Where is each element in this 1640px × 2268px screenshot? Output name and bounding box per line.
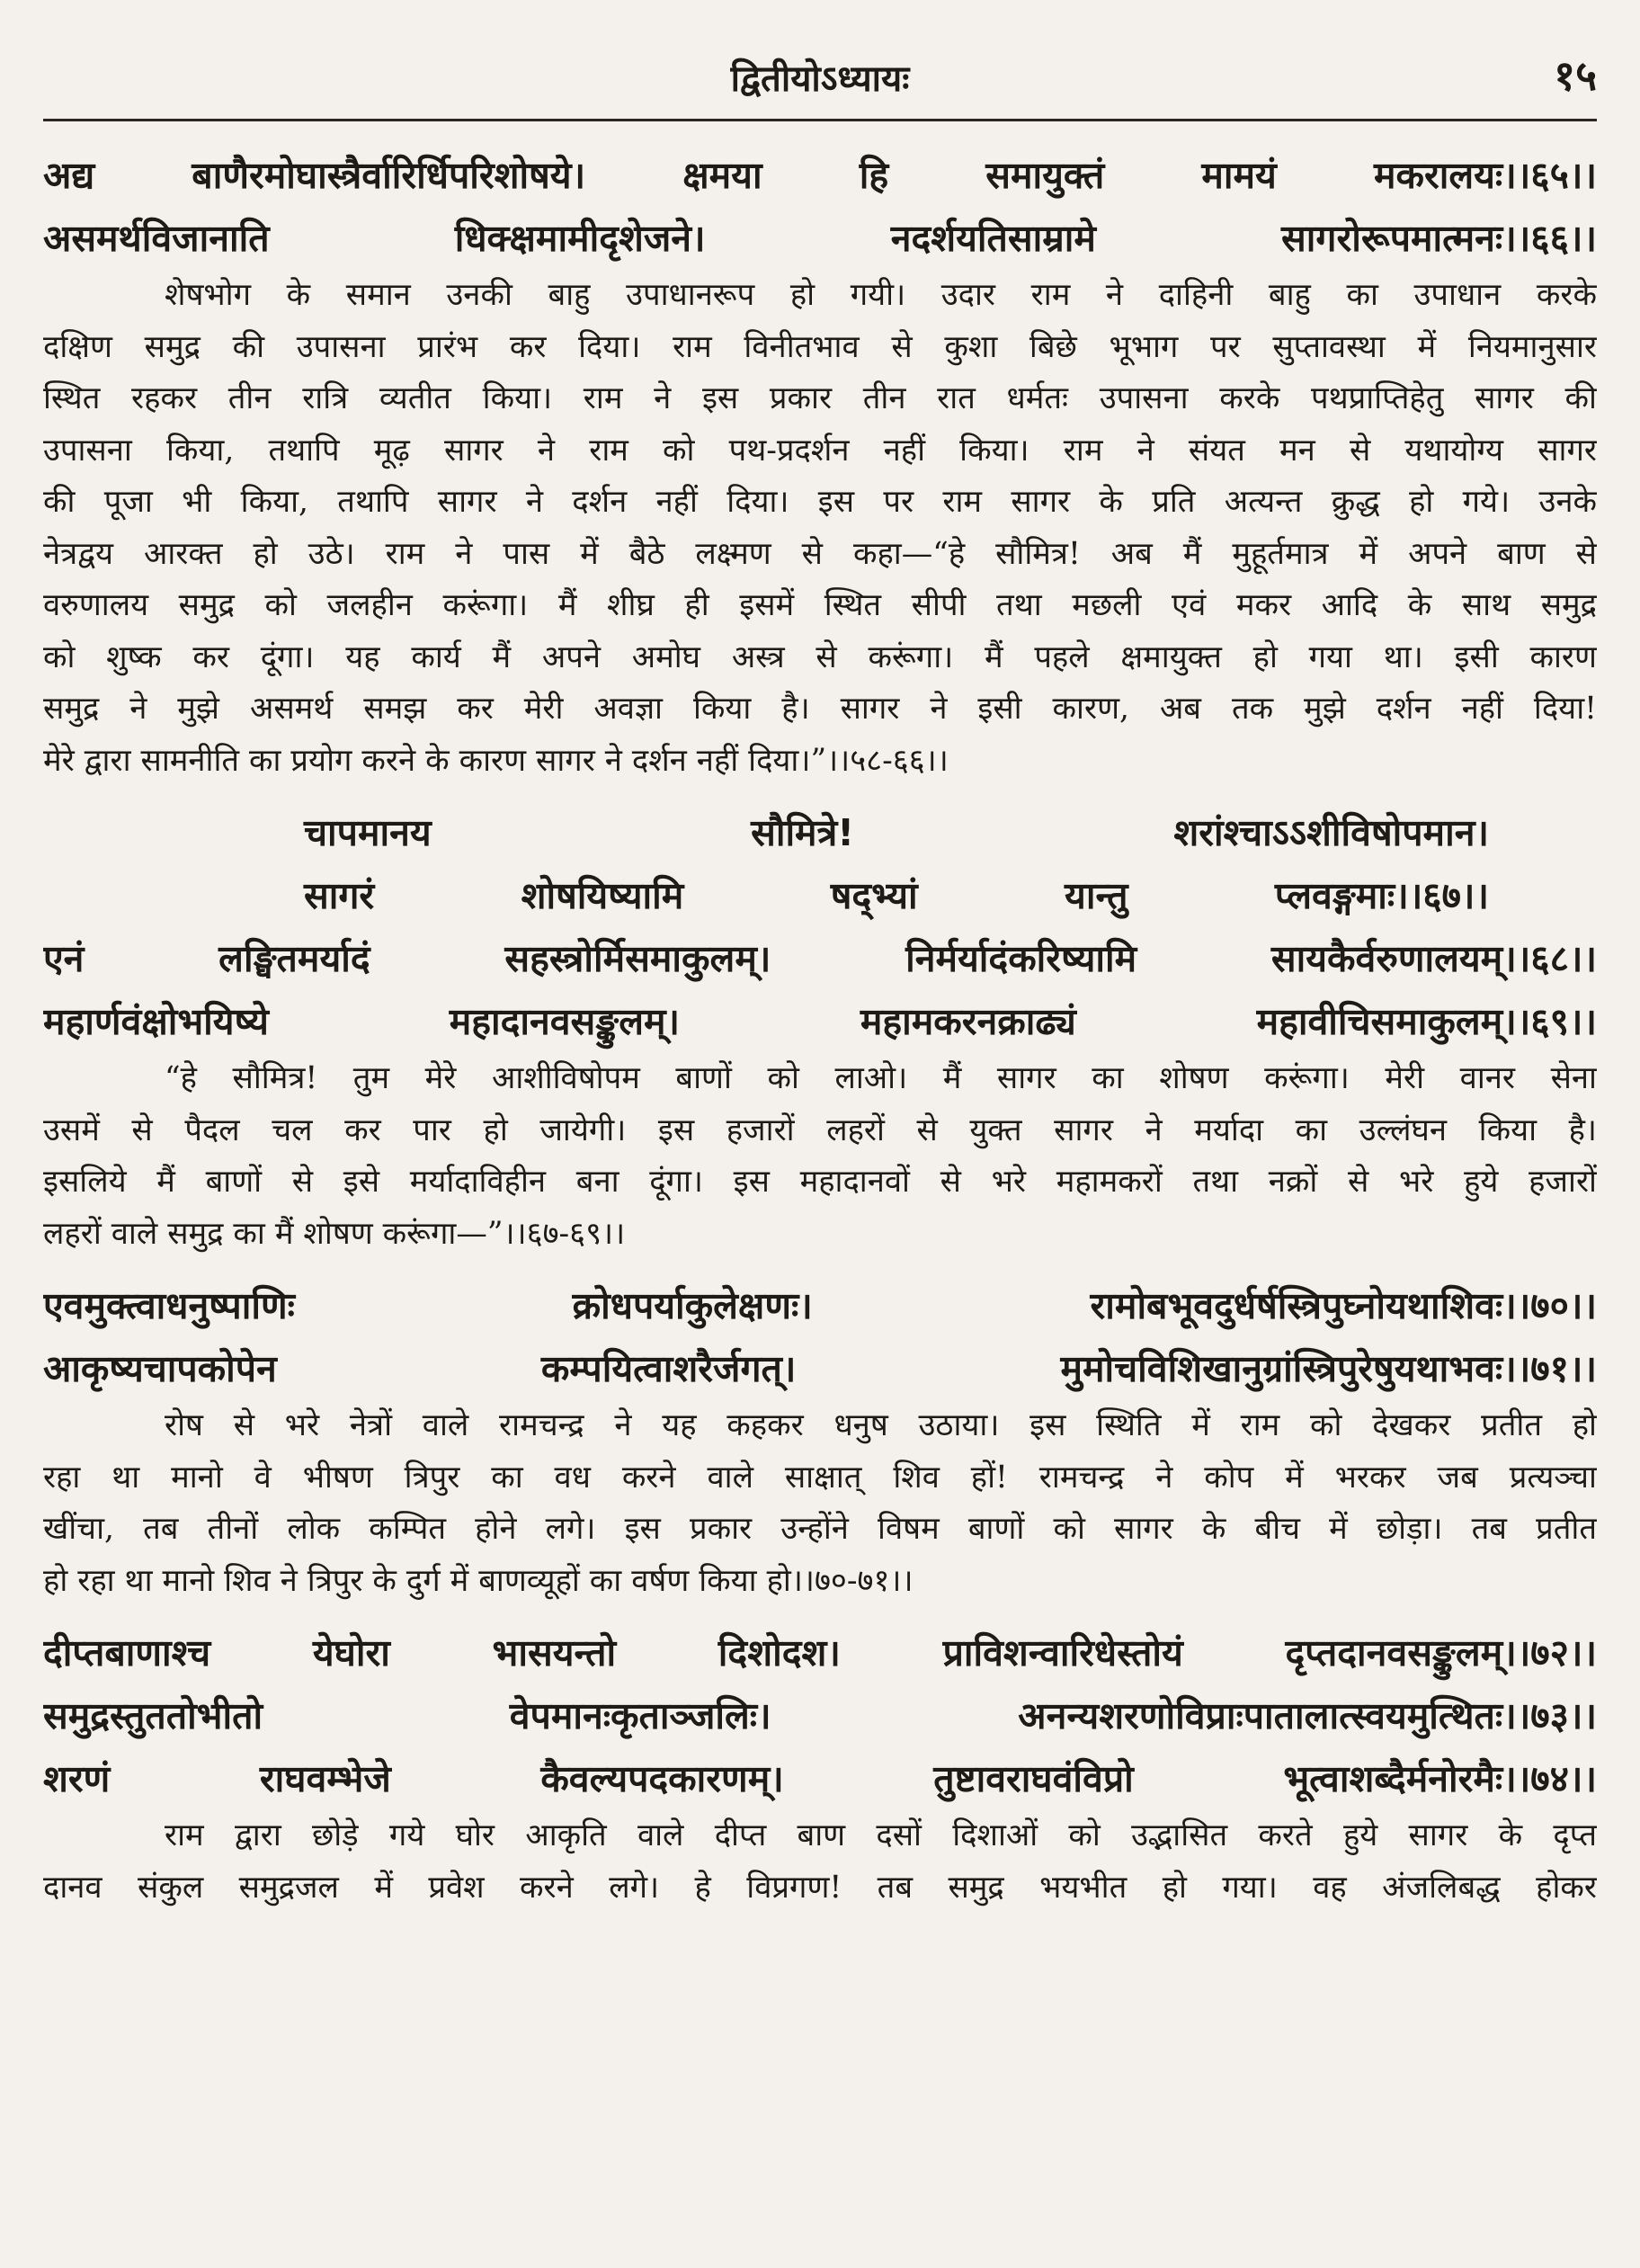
page-number: १५ bbox=[1554, 51, 1597, 100]
text-line: खींचा, तब तीनों लोक कम्पित होने लगे। इस प्रकार उन्होंने विषम बाणों को सागर के बीच में छोड़ा। तब प्रतीत bbox=[43, 1511, 1597, 1547]
text-line: उपासना किया, तथापि मूढ़ सागर ने राम को पथ-प्रदर्शन नहीं किया। राम ने संयत मन से यथायोग्य सागर bbox=[43, 432, 1597, 469]
text-line: नेत्रद्वय आरक्त हो उठे। राम ने पास में बैठे लक्ष्मण से कहा—“हे सौमित्र! अब मैं मुहूर्तमात्र में अपने बाण से bbox=[43, 535, 1597, 572]
commentary-67-69 bbox=[43, 1053, 1597, 1260]
text-line: इसलिये मैं बाणों से इसे मर्यादाविहीन बना दूंगा। इस महादानवों से भरे महामकरों तथा नक्रों से भरे हुये हजारों bbox=[43, 1164, 1597, 1200]
text-line: वरुणालय समुद्र को जलहीन करूंगा। मैं शीघ्र ही इसमें स्थित सीपी तथा मछली एवं मकर आदि के साथ समुद्र bbox=[43, 587, 1597, 623]
commentary-70-71 bbox=[43, 1400, 1597, 1607]
text-line: की पूजा भी किया, तथापि सागर ने दर्शन नहीं दिया। इस पर राम सागर के प्रति अत्यन्त क्रुद्ध हो गये। उनके bbox=[43, 484, 1597, 520]
text-line: “हे सौमित्र! तुम मेरे आशीविषोपम बाणों को लाओ। मैं सागर का शोषण करूंगा। मेरी वानर सेना bbox=[165, 1060, 1597, 1096]
text-line: लहरों वाले समुद्र का मैं शोषण करूंगा—”।।६७-६९।। bbox=[43, 1215, 626, 1252]
text-line: को शुष्क कर दूंगा। यह कार्य मैं अपने अमोघ अस्त्र से करूंगा। मैं पहले क्षमायुक्त हो गया था। इसी कारण bbox=[43, 638, 1597, 675]
verse-65: अद्य बाणैरमोघास्त्रैर्वारिर्धिपरिशोषये। क्षमया हि समायुक्तं मामयं मकरालयः।।६५।। bbox=[43, 154, 1597, 197]
verse-70: एवमुक्त्वाधनुष्पाणिः क्रोधपर्याकुलेक्षणः। रामोबभूवदुर्धर्षस्त्रिपुघ्नोयथाशिवः।।७०।। bbox=[43, 1284, 1597, 1327]
verse-69: महार्णवंक्षोभयिष्ये महादानवसङ्कुलम्। महामकरनक्राढ्यं महावीचिसमाकुलम्।।६९।। bbox=[43, 1000, 1597, 1043]
commentary-72-74 bbox=[43, 1810, 1597, 1914]
text-line: रहा था मानो वे भीषण त्रिपुर का वध करने वाले साक्षात् शिव हों! रामचन्द्र ने कोप में भरकर जब प्रत्यञ्चा bbox=[43, 1459, 1597, 1496]
verse-71: आकृष्यचापकोपेन कम्पयित्वाशरैर्जगत्। मुमोचविशिखानुग्रांस्त्रिपुरेषुयथाभवः।।७१।। bbox=[43, 1347, 1597, 1390]
verse-66: असमर्थविजानाति धिक्क्षमामीदृशेजने। नदर्शयतिसाम्रामे सागरोरूपमात्मनः।।६६।। bbox=[43, 217, 1597, 260]
text-line: रोष से भरे नेत्रों वाले रामचन्द्र ने यह कहकर धनुष उठाया। इस स्थिति में राम को देखकर प्रतीत हो bbox=[165, 1407, 1597, 1443]
text-line: दक्षिण समुद्र की उपासना प्रारंभ कर दिया। राम विनीतभाव से कुशा बिछे भूभाग पर सुप्तावस्था में नियमानुसार bbox=[43, 328, 1597, 365]
verse-72: दीप्तबाणाश्च येघोरा भासयन्तो दिशोदश। प्राविशन्वारिधेस्तोयं दृप्तदानवसङ्कुलम्।।७२।। bbox=[43, 1631, 1597, 1674]
text-line: दानव संकुल समुद्रजल में प्रवेश करने लगे। हे विप्रगण! तब समुद्र भयभीत हो गया। वह अंजलिबद्ध होकर bbox=[43, 1869, 1597, 1906]
text-line: शेषभोग के समान उनकी बाहु उपाधानरूप हो गयी। उदार राम ने दाहिनी बाहु का उपाधान करके bbox=[165, 277, 1597, 313]
header-rule bbox=[43, 119, 1597, 121]
verse-68: एनं लङ्घितमर्यादं सहस्त्रोर्मिसमाकुलम्। निर्मर्यादंकरिष्यामि सायकैर्वरुणालयम्।।६८।। bbox=[43, 937, 1597, 980]
text-line: उसमें से पैदल चल कर पार हो जायेगी। इस हजारों लहरों से युक्त सागर ने मर्यादा का उल्लंघन किया है। bbox=[43, 1112, 1597, 1148]
verse-67-b: सागरं शोषयिष्यामि षद्भ्यां यान्तु प्लवङ्गमाः।।६७।। bbox=[304, 874, 1489, 917]
page-content bbox=[43, 144, 1597, 1914]
running-head: द्वितीयोऽध्यायः bbox=[730, 58, 910, 100]
text-line: राम द्वारा छोड़े गये घोर आकृति वाले दीप्त बाण दसों दिशाओं को उद्भासित करते हुये सागर के दृप्त bbox=[165, 1817, 1597, 1853]
verse-73: समुद्रस्तुततोभीतो वेपमानःकृताञ्जलिः। अनन्यशरणोविप्राःपातालात्स्वयमुत्थितः।।७३।। bbox=[43, 1694, 1597, 1737]
text-line: स्थित रहकर तीन रात्रि व्यतीत किया। राम ने इस प्रकार तीन रात धर्मतः उपासना करके पथप्राप्तिहेतु सागर की bbox=[43, 380, 1597, 416]
page-header bbox=[0, 36, 1640, 108]
verse-67-a: चापमानय सौमित्रे! शरांश्चाऽऽशीविषोपमान। bbox=[304, 811, 1489, 854]
text-line: हो रहा था मानो शिव ने त्रिपुर के दुर्ग में बाणव्यूहों का वर्षण किया हो।।७०-७१।। bbox=[43, 1562, 914, 1599]
text-line: समुद्र ने मुझे असमर्थ समझ कर मेरी अवज्ञा किया है। सागर ने इसी कारण, अब तक मुझे दर्शन नहीं दिया! bbox=[43, 691, 1597, 727]
text-line: मेरे द्वारा सामनीति का प्रयोग करने के कारण सागर ने दर्शन नहीं दिया।”।।५८-६६।। bbox=[43, 742, 949, 779]
commentary-58-66 bbox=[43, 270, 1597, 787]
verse-74: शरणं राघवम्भेजे कैवल्यपदकारणम्। तुष्टावराघवंविप्रो भूत्वाशब्दैर्मनोरमैः।।७४।। bbox=[43, 1757, 1597, 1800]
